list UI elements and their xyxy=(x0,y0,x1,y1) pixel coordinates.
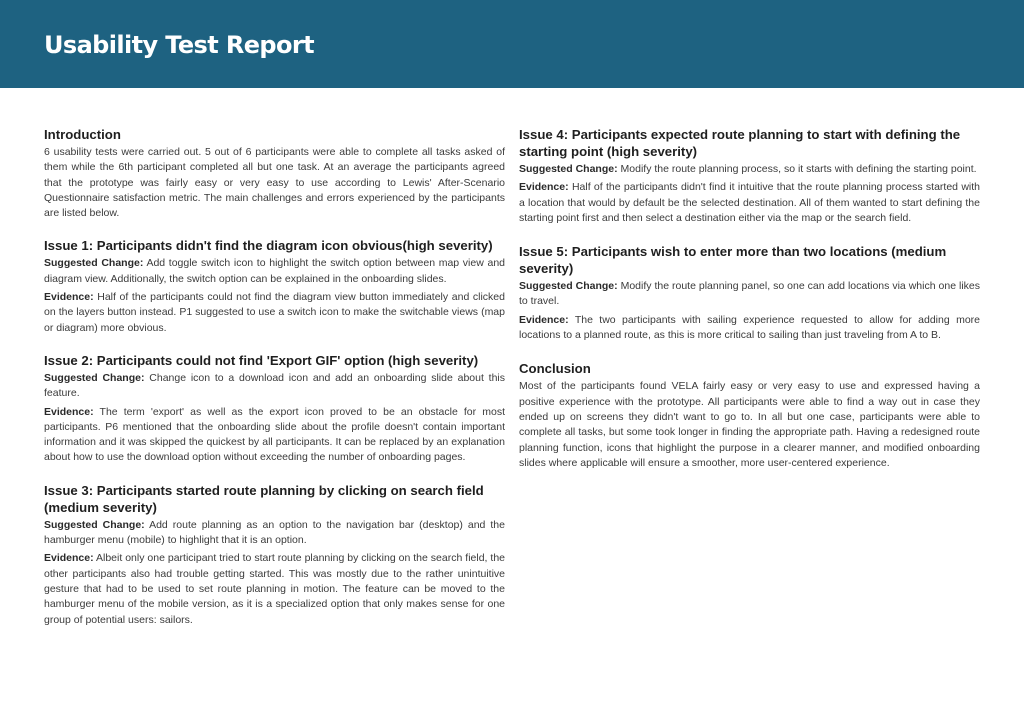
evidence-label: Evidence: xyxy=(519,313,569,326)
suggested-change-text: Add toggle switch icon to highlight the switch option between map view and diagram view. Additionally, the switch option can be explained in the onboarding slides. xyxy=(44,257,505,285)
suggested-change-label: Suggested Change: xyxy=(44,257,144,270)
conclusion-text: Most of the participants found VELA fairly easy or very easy to use and expressed having a positive experience with the prototype. All participants were able to find a way out in case they ended up on screens they didn't want to go to. In all but one case, participants were able to complete all tasks, but some took longer in finding the appropriate path. Having a redesigned route planning function, icons that highlight the purpose in a clearer manner, and modified onboarding slides where applicable will ensure a smoother, more user-centered experience. xyxy=(519,380,980,469)
issue-2-heading: Issue 2: Participants could not find 'Export GIF' option (high severity) xyxy=(44,352,479,368)
evidence-text: The two participants with sailing experience requested to allow for adding more locations to a planned route, as this is more critical to sailing than just traveling from A to B. xyxy=(519,313,980,342)
header-band xyxy=(0,0,1024,88)
suggested-change-label: Suggested Change: xyxy=(44,518,145,531)
suggested-change-label: Suggested Change: xyxy=(519,163,618,175)
introduction-heading: Introduction xyxy=(44,127,121,142)
issue-2-evidence xyxy=(44,405,505,466)
conclusion-section xyxy=(519,360,980,471)
suggested-change-text: Modify the route planning process, so it starts with defining the starting point. xyxy=(620,163,977,175)
suggested-change-label: Suggested Change: xyxy=(519,280,618,293)
issue-2-section xyxy=(44,352,505,466)
issue-5-suggested-change xyxy=(519,279,980,310)
issue-4-section xyxy=(519,126,980,226)
issue-1-evidence xyxy=(44,290,505,336)
issue-3-suggested-change xyxy=(44,518,505,549)
evidence-text: Albeit only one participant tried to start route planning by clicking on the search field, the other participants also had trouble getting started. This was mostly due to the rather unintuitive gesture that had to be used to set route planning in motion. The feature can be moved to the hamburger menu of the mobile version, as it is a specialized option that only makes sense for one group of potential users: sailors. xyxy=(44,552,505,626)
report-title: Usability Test Report xyxy=(44,31,315,59)
evidence-text: Half of the participants could not find the diagram view button immediately and clicked on the layers button instead. P1 suggested to use a switch icon to make the switchable views (map or diagram) more obvious. xyxy=(44,291,505,334)
issue-2-suggested-change xyxy=(44,371,505,402)
issue-4-heading: Issue 4: Participants expected route planning to start with defining the starting point (high severity) xyxy=(519,127,961,159)
evidence-label: Evidence: xyxy=(44,405,94,418)
issue-4-suggested-change xyxy=(519,162,980,177)
suggested-change-text: Add route planning as an option to the navigation bar (desktop) and the hamburger menu (mobile) to highlight that it is an option. xyxy=(44,518,505,547)
introduction-section xyxy=(44,126,505,221)
suggested-change-text: Change icon to a download icon and add an onboarding slide about this feature. xyxy=(44,371,506,400)
issue-3-evidence xyxy=(44,551,505,627)
introduction-text: 6 usability tests were carried out. 5 out of 6 participants were able to complete all tasks asked of them while the 6th participant completed all but one task. At an average the participants agreed that the prototype was fairly easy or very easy to use according to Lewis' After-Scenario Questionnaire satisfaction metric. The main challenges and errors experienced by the participants are listed below. xyxy=(44,146,505,220)
suggested-change-label: Suggested Change: xyxy=(44,371,145,384)
issue-5-section xyxy=(519,243,980,343)
suggested-change-text: Modify the route planning panel, so one can add locations via which one likes to travel. xyxy=(519,280,980,308)
issue-1-heading: Issue 1: Participants didn't find the diagram icon obvious(high severity) xyxy=(44,238,493,254)
issue-1-section xyxy=(44,237,505,335)
right-column xyxy=(519,126,980,488)
evidence-text: Half of the participants didn't find it intuitive that the route planning process started with a location that would by default be the selected destination. All of them wanted to start defining the starting point first and then select a destination either via the map or the search field. xyxy=(519,181,980,224)
conclusion-heading: Conclusion xyxy=(519,361,591,377)
issue-3-heading: Issue 3: Participants started route planning by clicking on search field (medium severity) xyxy=(44,482,484,515)
issue-5-evidence xyxy=(519,313,980,344)
issue-1-suggested-change xyxy=(44,256,505,287)
evidence-text: The term 'export' as well as the export icon proved to be an obstacle for most participants. P6 mentioned that the onboarding slide about the profile doesn't contain important information and it was skipped the quickest by all participants. It can be replaced by an explanation about how to use the download option without exceeding the number of onboarding pages. xyxy=(44,405,506,464)
evidence-label: Evidence: xyxy=(519,181,569,194)
issue-4-evidence xyxy=(519,180,980,226)
issue-5-heading: Issue 5: Participants wish to enter more than two locations (medium severity) xyxy=(519,244,947,277)
evidence-label: Evidence: xyxy=(44,291,94,304)
issue-3-section xyxy=(44,482,505,628)
left-column xyxy=(44,126,505,644)
evidence-label: Evidence: xyxy=(44,552,94,565)
